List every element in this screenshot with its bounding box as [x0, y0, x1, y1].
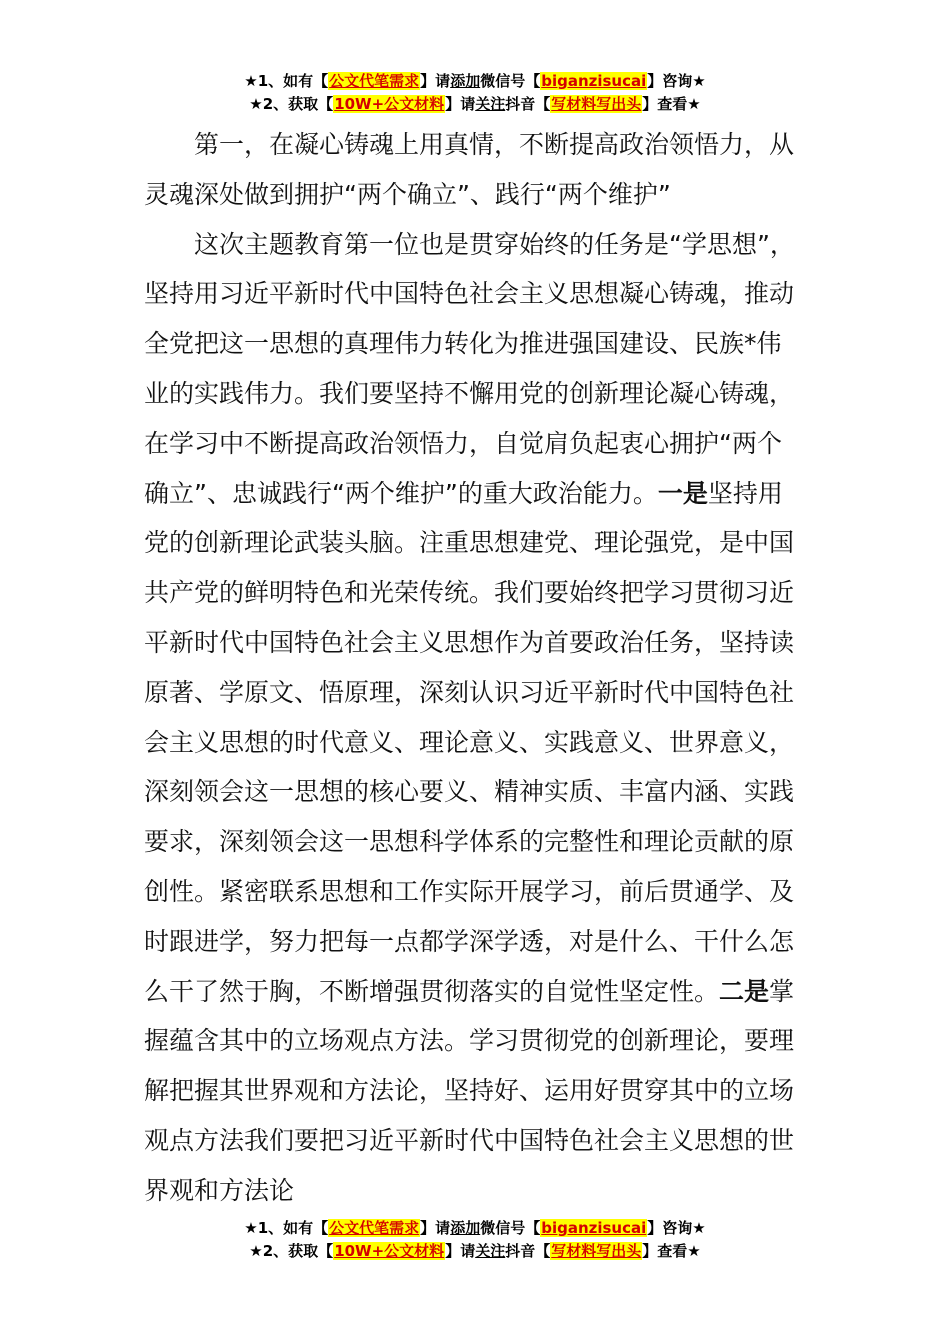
banner-text: 】请 [420, 1219, 451, 1237]
footer-banner [0, 1217, 950, 1263]
point-marker: 一是 [657, 478, 708, 508]
banner-text: 】请 [445, 95, 476, 113]
banner-text: 微信号【 [480, 1219, 541, 1237]
banner-wechat-id: biganzisucai [541, 72, 647, 90]
banner-text: 】请 [445, 1242, 476, 1260]
banner-highlight: 公文代笔需求 [329, 1219, 420, 1237]
paragraph-text: 这次主题教育第一位也是贯穿始终的任务是“学思想”，坚持用习近平新时代中国特色社会主义思想凝心铸魂，推动全党把这一思想的真理伟力转化为推进强国建设、民族*伟业的实践伟力。我们要坚持不懈用党的创新理论凝心铸魂，在学习中不断提高政治领悟力，自觉肩负起衷心拥护“两个确立”、忠诚践行“两个维护”的重大政治能力。 [144, 229, 795, 508]
banner-highlight: 10W+公文材料 [334, 1242, 445, 1260]
banner-highlight: 10W+公文材料 [334, 95, 445, 113]
body-paragraph [144, 220, 804, 1216]
header-banner [0, 70, 950, 116]
banner-wechat-id: biganzisucai [541, 1219, 647, 1237]
banner-line-1 [0, 70, 950, 93]
banner-text: 抖音【 [505, 95, 551, 113]
banner-highlight: 公文代笔需求 [329, 72, 420, 90]
banner-text: ★1、如有【 [244, 1219, 329, 1237]
banner-text: 】请 [420, 72, 451, 90]
banner-underline: 关注 [475, 1242, 506, 1260]
banner-text: ★2、获取【 [249, 1242, 334, 1260]
banner-line-1 [0, 1217, 950, 1240]
banner-text: 】咨询★ [647, 1219, 706, 1237]
paragraph-text: 掌握蕴含其中的立场观点方法。学习贯彻党的创新理论，要理解把握其世界观和方法论，坚持好、运用好贯穿其中的立场观点方法我们要把习近平新时代中国特色社会主义思想的世界观和方法论 [144, 976, 795, 1205]
banner-text: 抖音【 [505, 1242, 551, 1260]
banner-underline: 添加 [450, 1219, 481, 1237]
banner-line-2 [0, 1240, 950, 1263]
banner-line-2 [0, 93, 950, 116]
banner-text: ★2、获取【 [249, 95, 334, 113]
banner-text: 微信号【 [480, 72, 541, 90]
document-body [144, 120, 804, 1216]
banner-text: 】查看★ [642, 95, 701, 113]
banner-douyin-id: 写材料写出头 [551, 1242, 642, 1260]
banner-underline: 添加 [450, 72, 481, 90]
point-marker: 二是 [719, 976, 770, 1006]
paragraph-text: 坚持用党的创新理论武装头脑。注重思想建党、理论强党，是中国共产党的鲜明特色和光荣传统。我们要始终把学习贯彻习近平新时代中国特色社会主义思想作为首要政治任务，坚持读原著、学原文、悟原理，深刻认识习近平新时代中国特色社会主义思想的时代意义、理论意义、实践意义、世界意义，深刻领会这一思想的核心要义、精神实质、丰富内涵、实践要求，深刻领会这一思想科学体系的完整性和理论贡献的原创性。紧密联系思想和工作实际开展学习，前后贯通学、及时跟进学，努力把每一点都学深学透，对是什么、干什么怎么干了然于胸，不断增强贯彻落实的自觉性坚定性。 [144, 478, 795, 1006]
banner-text: 】咨询★ [647, 72, 706, 90]
banner-text: 】查看★ [642, 1242, 701, 1260]
section-heading: 第一，在凝心铸魂上用真情，不断提高政治领悟力，从灵魂深处做到拥护“两个确立”、践行“两个维护” [144, 130, 795, 209]
banner-douyin-id: 写材料写出头 [551, 95, 642, 113]
banner-text: ★1、如有【 [244, 72, 329, 90]
banner-underline: 关注 [475, 95, 506, 113]
